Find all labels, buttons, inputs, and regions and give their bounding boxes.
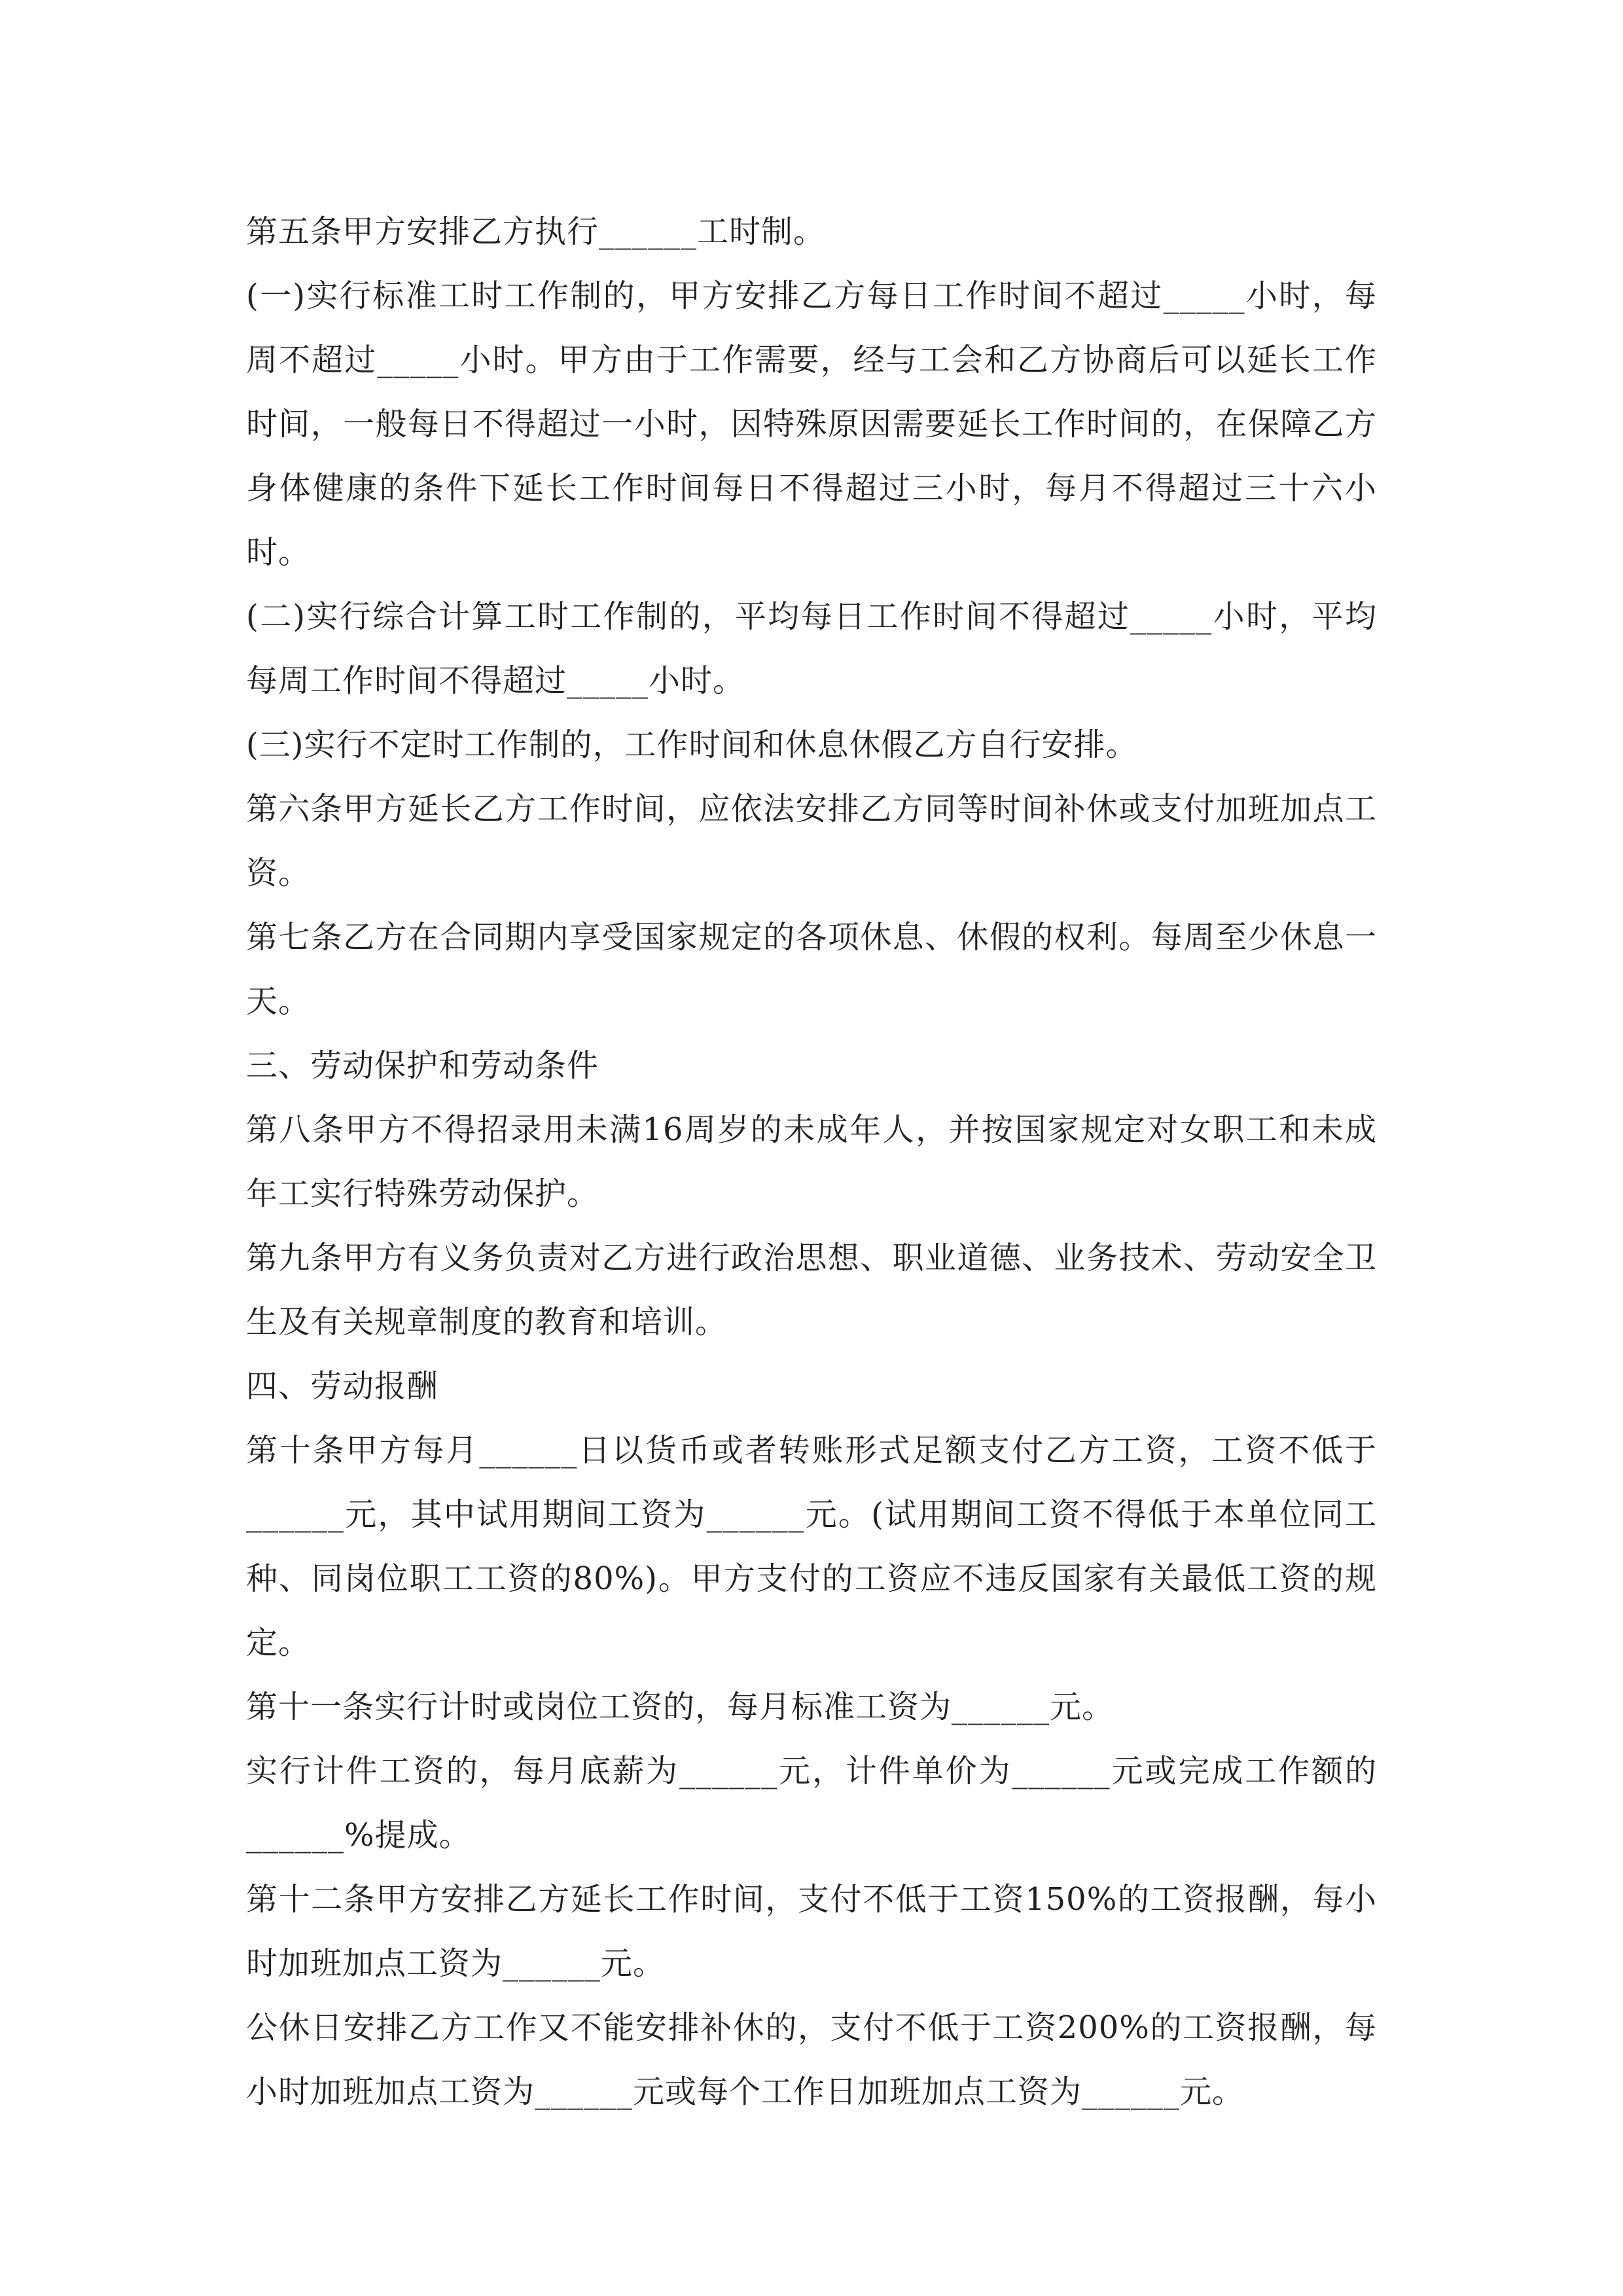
clause-5-item-3: (三)实行不定时工作制的，工作时间和休息休假乙方自行安排。 (246, 726, 1138, 763)
clause-5: 第五条甲方安排乙方执行______工时制。 (246, 213, 826, 250)
rest-day-overtime: 公休日安排乙方工作又不能安排补休的，支付不低于工资200%的工资报酬，每小时加班加点工资为______元或每个工作日加班加点工资为______元。 (246, 2009, 1377, 2110)
clause-5-item-1: (一)实行标准工时工作制的，甲方安排乙方每日工作时间不超过_____小时，每周不超过_____小时。甲方由于工作需要，经与工会和乙方协商后可以延长工作时间，一般每日不得超过一小时，因特殊原因需要延长工作时间的，在保障乙方身体健康的条件下延长工作时间每日不得超过三小时，每月不得超过三十六小时。 (246, 278, 1377, 571)
clause-8: 第八条甲方不得招录用未满16周岁的未成年人，并按国家规定对女职工和未成年工实行特殊劳动保护。 (246, 1111, 1377, 1212)
clause-7: 第七条乙方在合同期内享受国家规定的各项休息、休假的权利。每周至少休息一天。 (246, 919, 1377, 1020)
clause-6: 第六条甲方延长乙方工作时间，应依法安排乙方同等时间补休或支付加班加点工资。 (246, 791, 1377, 891)
section-heading-3: 三、劳动保护和劳动条件 (246, 1047, 599, 1084)
clause-9: 第九条甲方有义务负责对乙方进行政治思想、职业道德、业务技术、劳动安全卫生及有关规章制度的教育和培训。 (246, 1240, 1377, 1340)
clause-10: 第十条甲方每月______日以货币或者转账形式足额支付乙方工资，工资不低于______元，其中试用期间工资为______元。(试用期间工资不得低于本单位同工种、同岗位职工工资的80%)。甲方支付的工资应不违反国家有关最低工资的规定。 (246, 1432, 1377, 1661)
clause-12: 第十二条甲方安排乙方延长工作时间，支付不低于工资150%的工资报酬，每小时加班加点工资为______元。 (246, 1881, 1377, 1982)
piecework-wage: 实行计件工资的，每月底薪为______元，计件单价为______元或完成工作额的______%提成。 (246, 1753, 1377, 1854)
clause-5-item-2: (二)实行综合计算工时工作制的，平均每日工作时间不得超过_____小时，平均每周工作时间不得超过_____小时。 (246, 598, 1377, 699)
clause-11: 第十一条实行计时或岗位工资的，每月标准工资为______元。 (246, 1689, 1115, 1725)
section-heading-4: 四、劳动报酬 (246, 1368, 439, 1405)
document-body (246, 200, 1377, 2124)
